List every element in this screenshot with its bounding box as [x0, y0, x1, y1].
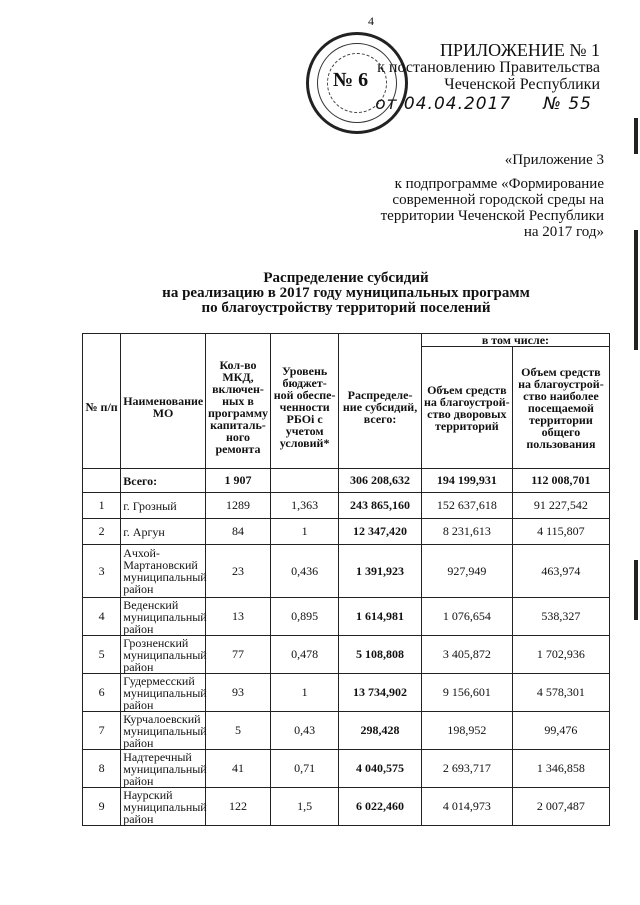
row-name: Веденский муниципальный район: [121, 598, 206, 636]
row-level: 0,71: [271, 750, 339, 788]
header-including: в том числе:: [421, 334, 609, 347]
row-level: 0,43: [271, 712, 339, 750]
header-num: № п/п: [83, 347, 121, 469]
title-line: Распределение субсидий: [263, 270, 429, 286]
row-mkd: 5: [205, 712, 270, 750]
row-public: 463,974: [512, 545, 609, 598]
appendix-republic-line: Чеченской Республики: [444, 76, 600, 93]
row-mkd: 1289: [205, 493, 270, 519]
prilozhenie-line: на 2017 год»: [523, 224, 604, 240]
row-num: 9: [83, 788, 121, 826]
table-row: [83, 493, 610, 519]
row-mkd: 84: [205, 519, 270, 545]
row-mkd: 93: [205, 674, 270, 712]
table-row: [83, 674, 610, 712]
row-num: 7: [83, 712, 121, 750]
row-public: 99,476: [512, 712, 609, 750]
row-name: Курчалоевский муниципальный район: [121, 712, 206, 750]
total-level: [271, 469, 339, 493]
total-public: 112 008,701: [512, 469, 609, 493]
row-name: Наурский муниципальный район: [121, 788, 206, 826]
row-yards: 152 637,618: [421, 493, 512, 519]
table-row: [83, 788, 610, 826]
table-row: [83, 545, 610, 598]
table-row: [83, 598, 610, 636]
row-level: 1,5: [271, 788, 339, 826]
header-empty-cell: [271, 334, 339, 347]
row-total: 6 022,460: [339, 788, 422, 826]
row-total: 13 734,902: [339, 674, 422, 712]
stamp-number: № 6: [333, 69, 369, 91]
header-level: Уровень бюджет-ной обеспе-ченности РБОi с учетом условий*: [271, 347, 339, 469]
row-name: г. Аргун: [121, 519, 206, 545]
appendix-title: ПРИЛОЖЕНИЕ № 1: [439, 40, 600, 60]
row-name: Гудермесский муниципальный район: [121, 674, 206, 712]
row-mkd: 77: [205, 636, 270, 674]
table-row: [83, 519, 610, 545]
row-level: 0,895: [271, 598, 339, 636]
row-num: 8: [83, 750, 121, 788]
header-mkd: Кол-во МКД, включен-ных в программу капиталь-ного ремонта: [205, 347, 270, 469]
header-total: Распределе-ние субсидий, всего:: [339, 347, 422, 469]
page-number: 4: [368, 14, 374, 28]
row-level: 0,436: [271, 545, 339, 598]
prilozhenie-block: [0, 152, 604, 240]
row-level: 1: [271, 674, 339, 712]
row-num: 4: [83, 598, 121, 636]
row-level: 1: [271, 519, 339, 545]
row-total: 1 391,923: [339, 545, 422, 598]
row-num: 5: [83, 636, 121, 674]
document-title: [150, 271, 542, 316]
prilozhenie-line: территории Чеченской Республики: [380, 208, 604, 224]
appendix-date: от 04.04.2017: [375, 94, 512, 114]
appendix-doc-number: № 55: [543, 94, 592, 114]
table-row: [83, 712, 610, 750]
row-name: Грозненский муниципальный район: [121, 636, 206, 674]
row-public: 1 346,858: [512, 750, 609, 788]
row-num: 1: [83, 493, 121, 519]
row-public: 91 227,542: [512, 493, 609, 519]
row-total: 243 865,160: [339, 493, 422, 519]
header-yards: Объем средств на благоустрой-ство дворовых территорий: [421, 347, 512, 469]
row-total: 4 040,575: [339, 750, 422, 788]
row-total: 12 347,420: [339, 519, 422, 545]
subsidy-table: [82, 333, 610, 826]
row-yards: 3 405,872: [421, 636, 512, 674]
total-label: Всего:: [121, 469, 206, 493]
prilozhenie-line: современной городской среды на: [392, 192, 604, 208]
scan-edge-mark: [634, 230, 638, 350]
row-total: 298,428: [339, 712, 422, 750]
row-name: Надтеречный муниципальный район: [121, 750, 206, 788]
table-row: [83, 750, 610, 788]
row-public: 538,327: [512, 598, 609, 636]
row-public: 1 702,936: [512, 636, 609, 674]
row-name: Ачхой-Мартановский муниципальный район: [121, 545, 206, 598]
row-yards: 198,952: [421, 712, 512, 750]
row-total: 5 108,808: [339, 636, 422, 674]
row-level: 1,363: [271, 493, 339, 519]
total-mkd: 1 907: [205, 469, 270, 493]
total-num-cell: [83, 469, 121, 493]
scan-edge-mark: [634, 560, 638, 620]
row-mkd: 23: [205, 545, 270, 598]
header-empty-cell: [83, 334, 121, 347]
row-yards: 4 014,973: [421, 788, 512, 826]
row-num: 2: [83, 519, 121, 545]
header-empty-cell: [121, 334, 206, 347]
row-yards: 9 156,601: [421, 674, 512, 712]
row-yards: 927,949: [421, 545, 512, 598]
prilozhenie-line: к подпрограмме «Формирование: [394, 176, 604, 192]
prilozhenie-title: «Приложение 3: [504, 152, 604, 168]
row-name: г. Грозный: [121, 493, 206, 519]
header-empty-cell: [339, 334, 422, 347]
row-yards: 8 231,613: [421, 519, 512, 545]
row-public: 4 578,301: [512, 674, 609, 712]
header-empty-cell: [205, 334, 270, 347]
row-public: 4 115,807: [512, 519, 609, 545]
row-num: 3: [83, 545, 121, 598]
table-row: [83, 636, 610, 674]
total-subsidy: 306 208,632: [339, 469, 422, 493]
title-line: по благоустройству территорий поселений: [201, 300, 491, 316]
row-yards: 2 693,717: [421, 750, 512, 788]
row-mkd: 122: [205, 788, 270, 826]
header-public: Объем средств на благоустрой-ство наиболее посещаемой территории общего пользования: [512, 347, 609, 469]
row-mkd: 41: [205, 750, 270, 788]
title-line: на реализацию в 2017 году муниципальных программ: [162, 285, 530, 301]
header-name: Наименование МО: [121, 347, 206, 469]
row-level: 0,478: [271, 636, 339, 674]
appendix-header: [0, 42, 600, 113]
total-yards: 194 199,931: [421, 469, 512, 493]
scan-edge-mark: [634, 118, 638, 154]
row-num: 6: [83, 674, 121, 712]
row-total: 1 614,981: [339, 598, 422, 636]
row-public: 2 007,487: [512, 788, 609, 826]
appendix-date-line: [0, 96, 600, 113]
row-mkd: 13: [205, 598, 270, 636]
table-total-row: [83, 469, 610, 493]
appendix-resolution-line: к постановлению Правительства: [377, 59, 600, 76]
row-yards: 1 076,654: [421, 598, 512, 636]
